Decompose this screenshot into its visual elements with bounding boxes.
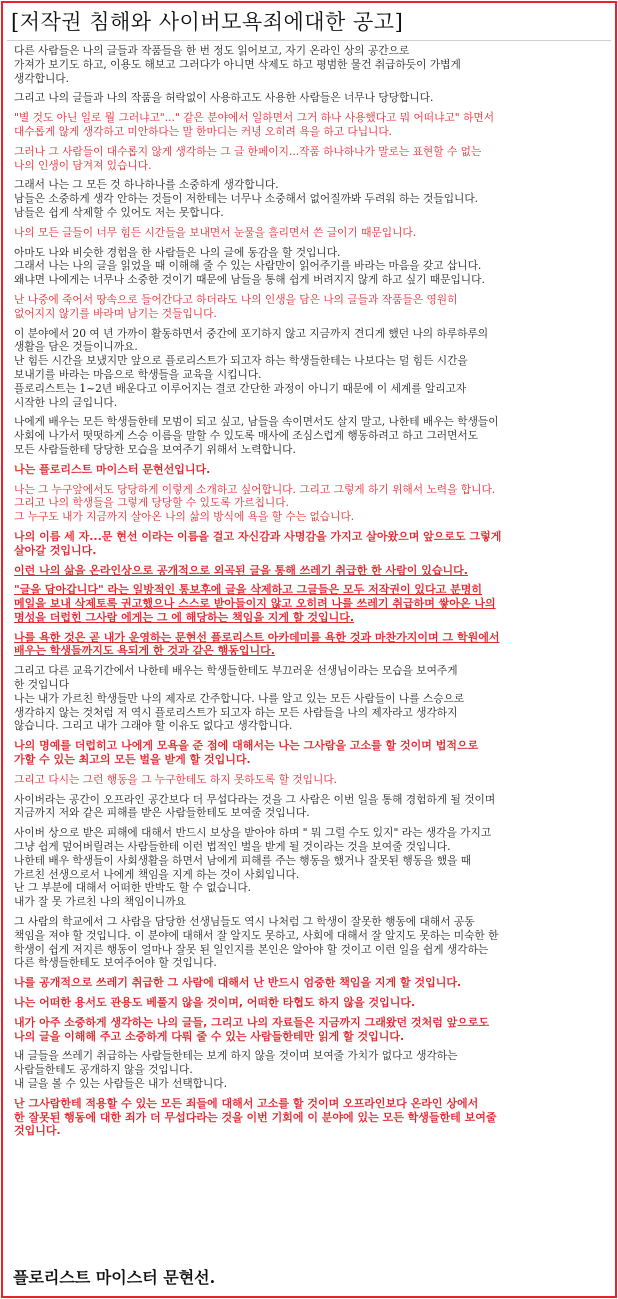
notice-paragraph: 이 분야에서 20 여 년 가까이 활동하면서 중간에 포기하지 않고 지금까지 견디게 했던 나의 하루하루의 생활을 담은 것들이니까요. 난 힘든 시간을 보냈지만 앞으로 플로리스트가 되고자 하는 학생들한테는 나보다는 덜 힘든 시간을 보내기를 바라는 마음으로 학생들을 교육을 시킵니다. 플로리스트는 1~2년 배운다고 이루어지는 결코 간단한 과정이 아니기 때문에 이 세계를 알리고자 시작한 나의 글입니다. bbox=[14, 326, 489, 409]
notice-body bbox=[14, 44, 609, 1144]
notice-paragraph: 내 글들을 쓰레기 취급하는 사람들한테는 보게 하지 않을 것이며 보여줄 가치가 없다고 생각하는 사람들한테도 공개하지 않을 것입니다. 내 글을 볼 수 있는 사람들은 내가 선택합니다. bbox=[14, 1049, 458, 1090]
notice-paragraph: 그리고 나의 글들과 나의 작품을 허락없이 사용하고도 사용한 사람들은 너무나 당당합니다. bbox=[14, 91, 434, 105]
notice-paragraph: 난 나중에 죽어서 땅속으로 들어간다고 하더라도 나의 인생을 담은 나의 글들과 작품들은 영원히 없어지지 않기를 바라며 남기는 것들입니다. bbox=[14, 292, 458, 320]
notice-paragraph: 그리고 다른 교육기간에서 나한테 배우는 학생들한테도 부끄러운 선생님이라는 모습을 보여주게 한 것입니다 나는 내가 가르친 학생들만 나의 제자로 간주합니다. 나를 알고 있는 모든 사람들이 나를 스승으로 생각하지 않는 것처럼 저 역시 플로리스트가 되고자 하는 모든 사람들을 나의 제자라고 생각하지 않습니다. 그리고 내가 그래야 할 이유도 없다고 생각합니다. bbox=[14, 664, 465, 733]
notice-paragraph: 나는 그 누구앞에서도 당당하게 이렇게 소개하고 싶어합니다. 그리고 그렇게 하기 위해서 노력을 합니다. 그리고 나의 학생들을 그렇게 당당할 수 있도록 가르칩니다. 그 누구도 내가 지금까지 살아온 나의 삶의 방식에 욕을 할 수는 없습니다. bbox=[14, 482, 496, 524]
notice-paragraph: 난 그사람한테 적용할 수 있는 모든 죄들에 대해서 고소를 할 것이며 오프라인보다 온라인 상에서 한 잘못된 행동에 대한 죄가 더 무섭다라는 것을 이번 기회에 이 분야에 있는 모든 학생들한테 보여줄 것입니다. bbox=[14, 1096, 497, 1138]
notice-paragraph: 내가 아주 소중하게 생각하는 나의 글들, 그리고 나의 자료들은 지금까지 그래왔던 것처럼 앞으로도 나의 글을 이해해 주고 소중하게 다뤄 줄 수 있는 사람들한테만 읽게 할 것입니다. bbox=[14, 1015, 490, 1043]
notice-paragraph: 아마도 나와 비슷한 경험을 한 사람들은 나의 글에 동감을 할 것입니다. 그래서 나는 나의 글을 읽었을 때 이해해 줄 수 있는 사람만이 읽어주기를 바라는 마음을 갖고 삽니다. 왜냐면 나에게는 너무나 소중한 것이기 때문에 남들을 통해 쉽게 버려지지 않게 하고 싶기 때문입니다. bbox=[14, 245, 485, 287]
notice-paragraph: 그리고 다시는 그런 행동을 그 누구한테도 하지 못하도록 할 것입니다. bbox=[14, 772, 338, 786]
notice-paragraph: 나의 모든 글들이 너무 힘든 시간들을 보내면서 눈물을 흘리면서 쓴 글이기 때문입니다. bbox=[14, 225, 417, 239]
notice-paragraph: 나에게 배우는 모든 학생들한테 모범이 되고 싶고, 남들을 속이면서도 살지 말고, 나한테 배우는 학생들이 사회에 나가서 떳떳하게 스승 이름을 말할 수 있도록 매사에 조심스럽게 행동하려고 하고 그러면서도 모든 사람들한테 당당한 모습을 보여주기 위해서 노력합니다. bbox=[14, 415, 499, 456]
notice-title: [저작권 침해와 사이버모욕죄에대한 공고] bbox=[11, 10, 404, 34]
notice-paragraph: 다른 사람들은 나의 글들과 작품들을 한 번 정도 읽어보고, 자기 온라인 상의 공간으로 가져가 보기도 하고, 이용도 해보고 그러다가 아니면 삭제도 하고 평범한 물건 취급하듯이 가볍게 생각합니다. bbox=[14, 44, 461, 85]
notice-paragraph: 나를 욕한 것은 곧 내가 운영하는 문현선 플로리스트 아카데미를 욕한 것과 마찬가지이며 그 학원에서 배우는 학생들까지도 욕되게 한 것과 같은 행동입니다. bbox=[14, 630, 500, 658]
notice-paragraph: 나는 플로리스트 마이스터 문현선입니다. bbox=[14, 462, 211, 476]
notice-paragraph: "글을 담아갑니다" 라는 일방적인 통보후에 글을 삭제하고 그글들은 모두 저작권이 있다고 분명히 메일을 보내 삭제토록 권고했으나 스스로 받아들이지 않고 오히려 나를 쓰레기 취급하며 쌓아온 나의 명성을 더럽힌 그사람 에게는 그 에 해당하는 책임을 지게 할 것입니다. bbox=[14, 583, 496, 624]
notice-paragraph: 나의 명예를 더럽히고 나에게 모욕을 준 점에 대해서는 나는 그사람을 고소를 할 것이며 법적으로 가할 수 있는 최고의 모든 벌을 받게 할 것입니다. bbox=[14, 739, 479, 767]
notice-paragraph: 사이버 상으로 받은 피해에 대해서 반드시 보상을 받아야 하며 " 뭐 그럴 수도 있지" 라는 생각을 가지고 그냥 쉽게 덮어버릴려는 사람들한테 이런 법적인 벌을 받게 될 것이라는 것을 보여줄 것입니다. 나한테 배우 학생들이 사회생활을 하면서 남에게 피해를 주는 행동을 했거나 잘못된 행동을 했을 때 가르친 선생으로서 나에게 책임을 지게 하는 것이 사회입니다. 난 그 부분에 대해서 어떠한 반박도 할 수 없습니다. 내가 잘 못 가르친 나의 책임이니까요 bbox=[14, 826, 492, 909]
notice-paragraph: 그래서 나는 그 모든 것 하나하나를 소중하게 생각합니다. 남들은 소중하게 생각 안하는 것들이 저한테는 너무나 소중해서 없어질까봐 두려워 하는 것들입니다. 남들은 쉽게 삭제할 수 있어도 저는 못합니다. bbox=[14, 178, 479, 219]
title-divider bbox=[7, 40, 611, 41]
notice-paragraph: 그 사람의 학교에서 그 사람을 담당한 선생님들도 역시 나처럼 그 학생이 잘못한 행동에 대해서 공동 책임을 져야 할 것입니다. 이 분야에 대해서 잘 알지도 못하고, 사회에 대해서 잘 알지도 못하는 미숙한 한 학생이 쉽게 저지른 행동이 얼마나 잘못 된 일인지를 본인은 알아야 할 것이고 이런 일을 쉽게 생각하는 다른 학생들한테도 보여주어야 할 것입니다. bbox=[14, 915, 499, 970]
notice-paragraph: 이런 나의 삶을 온라인상으로 공개적으로 외곡된 글을 통해 쓰레기 취급한 한 사람이 있습니다. bbox=[14, 563, 468, 577]
signature: 플로리스트 마이스터 문현선. bbox=[13, 1268, 216, 1287]
notice-paragraph: 나를 공개적으로 쓰레기 취급한 그 사람에 대해서 난 반드시 엄중한 책임을 지게 할 것입니다. bbox=[14, 976, 462, 990]
notice-paragraph: 나의 이름 세 자...문 현선 이라는 이름을 걸고 자신감과 사명감을 가지고 살아왔으며 앞으로도 그렇게 살아갈 것입니다. bbox=[14, 529, 502, 557]
notice-paragraph: 그러나 그 사람들이 대수롭지 않게 생각하는 그 글 한페이지...작품 하나하나가 말로는 표현할 수 없는 나의 인생이 담겨져 있습니다. bbox=[14, 144, 482, 172]
notice-paragraph: 사이버라는 공간이 오프라인 공간보다 더 무섭다라는 것을 그 사람은 이번 일을 통해 경험하게 될 것이며 지금까지 저와 같은 피해를 받은 사람들한테도 보여줄 것입니다. bbox=[14, 792, 496, 820]
notice-paragraph: "별 것도 아닌 일로 뭘 그러냐고"..." 같은 분야에서 일하면서 그거 하나 사용했다고 뭐 어떠냐고" 하면서 대수롭게 않게 생각하고 미안하다는 말 한마디는 커녕 오히려 욕을 하고 다닙니다. bbox=[14, 111, 495, 138]
notice-paragraph: 나는 어떠한 용서도 관용도 베풀지 않을 것이며, 어떠한 타협도 하지 않을 것입니다. bbox=[14, 996, 416, 1010]
notice-frame bbox=[1, 1, 617, 1298]
